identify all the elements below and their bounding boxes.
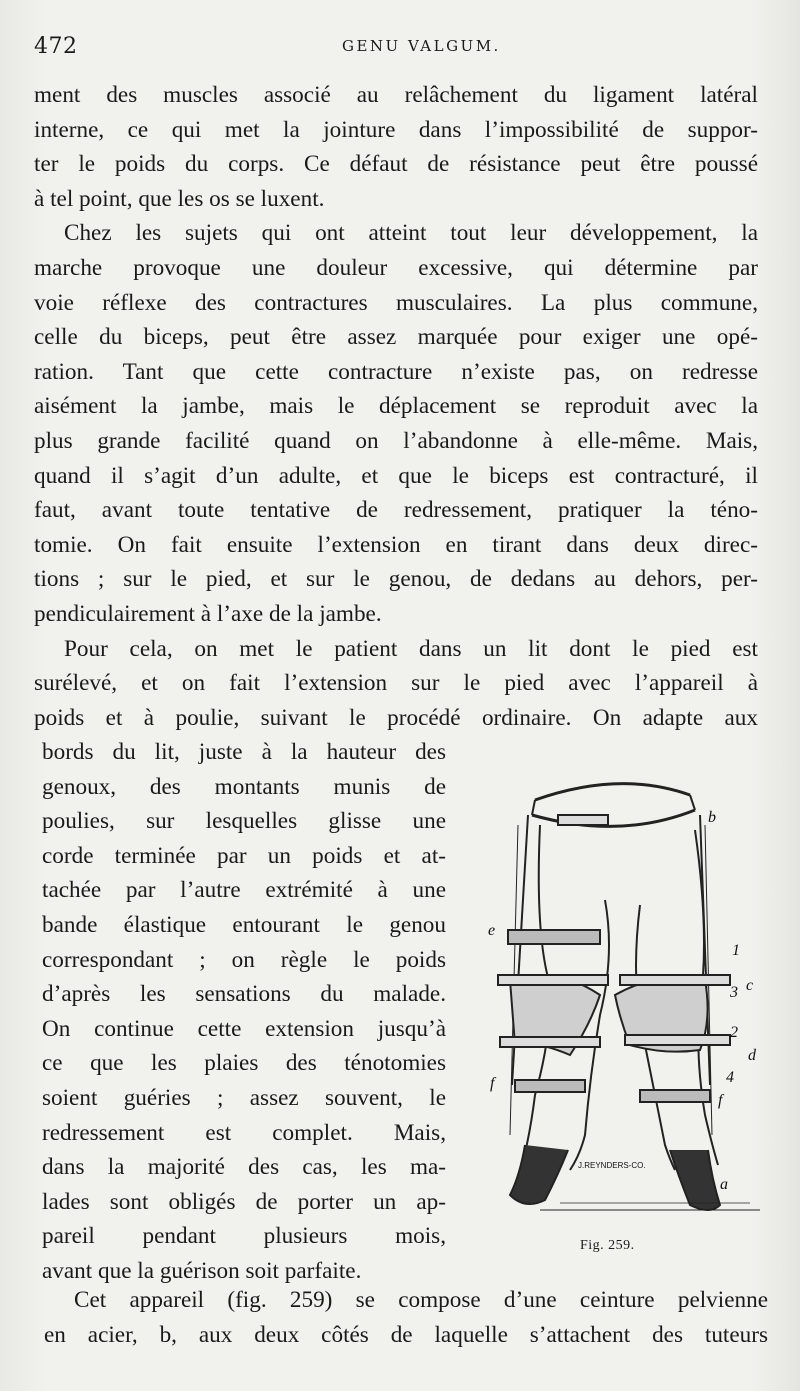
text-line: Pour cela, on met le patient dans un lit dont le pied est xyxy=(64,635,758,662)
text-line: interne, ce qui met la jointure dans l’impossibilité de suppor- xyxy=(34,116,758,143)
svg-text:f: f xyxy=(490,1075,495,1092)
text-line: corde terminée par un poids et at- xyxy=(42,842,446,869)
text-line: d’après les sensations du malade. xyxy=(42,981,446,1008)
svg-text:1: 1 xyxy=(732,942,740,959)
text-line: voie réflexe des contractures musculaires. La plus commune, xyxy=(34,289,758,316)
text-line: poulies, sur lesquelles glisse une xyxy=(42,808,446,835)
text-line: celle du biceps, peut être assez marquée pour exiger une opé- xyxy=(34,324,758,351)
text-line: ce que les plaies des ténotomies xyxy=(42,1050,446,1077)
text-line: en acier, b, aux deux côtés de laquelle s’attachent des tuteurs xyxy=(44,1321,768,1348)
text-line: pareil pendant plusieurs mois, xyxy=(42,1223,446,1250)
page-header xyxy=(30,34,770,64)
text-line: redressement est complet. Mais, xyxy=(42,1119,446,1146)
text-line: ration. Tant que cette contracture n’existe pas, on redresse xyxy=(34,358,758,385)
text-line: tachée par l’autre extrémité à une xyxy=(42,877,446,904)
text-line: quand il s’agit d’un adulte, et que le biceps est contracturé, il xyxy=(34,462,758,489)
svg-text:d: d xyxy=(748,1047,756,1064)
text-line: bords du lit, juste à la hauteur des xyxy=(42,739,446,765)
text-line: genoux, des montants munis de xyxy=(42,773,446,800)
text-line: Chez les sujets qui ont atteint tout leur développement, la xyxy=(64,220,758,247)
text-line: surélevé, et on fait l’extension sur le pied avec l’appareil à xyxy=(34,670,758,697)
svg-text:2: 2 xyxy=(730,1024,738,1041)
text-line: tomie. On fait ensuite l’extension en tirant dans deux direc- xyxy=(34,531,758,558)
page-number: 472 xyxy=(34,34,78,59)
text-line: avant que la guérison soit parfaite. xyxy=(42,1257,362,1284)
engraver-signature: J.REYNDERS-CO. xyxy=(578,1161,646,1170)
svg-text:4: 4 xyxy=(726,1069,734,1086)
text-line: ment des muscles associé au relâchement du ligament latéral xyxy=(34,82,758,108)
text-line: à tel point, que les os se luxent. xyxy=(34,185,325,212)
svg-text:b: b xyxy=(708,809,716,826)
text-line: pendiculairement à l’axe de la jambe. xyxy=(34,600,382,627)
text-line: bande élastique entourant le genou xyxy=(42,911,446,938)
text-line: Cet appareil (fig. 259) se compose d’une ceinture pelvienne xyxy=(74,1287,768,1313)
text-line: lades sont obligés de porter un ap- xyxy=(42,1188,446,1215)
text-line: tions ; sur le pied, et sur le genou, de dedans au dehors, per- xyxy=(34,566,758,593)
text-line: aisément la jambe, mais le déplacement se reproduit avec la xyxy=(34,393,758,420)
text-line: faut, avant toute tentative de redressement, pratiquer la téno- xyxy=(34,497,758,524)
svg-text:e: e xyxy=(488,922,496,939)
text-line: dans la majorité des cas, les ma- xyxy=(42,1154,446,1181)
text-line: correspondant ; on règle le poids xyxy=(42,946,446,973)
svg-text:f: f xyxy=(718,1092,723,1109)
body-text-top xyxy=(34,78,758,735)
figure-caption: Fig. 259. xyxy=(580,1238,635,1253)
text-line: soient guéries ; assez souvent, le xyxy=(42,1084,446,1111)
text-line: ter le poids du corps. Ce défaut de résistance peut être poussé xyxy=(34,151,758,178)
running-head: GENU VALGUM. xyxy=(342,37,501,55)
svg-text:c: c xyxy=(746,977,754,994)
leg-brace-illustration xyxy=(480,755,780,1265)
text-line: On continue cette extension jusqu’à xyxy=(42,1015,446,1042)
text-line: plus grande facilité quand on l’abandonne à elle-même. Mais, xyxy=(34,427,758,454)
body-text-bottom xyxy=(44,1283,768,1352)
svg-text:3: 3 xyxy=(730,984,738,1001)
text-line: poids et à poulie, suivant le procédé ordinaire. On adapte aux xyxy=(34,704,758,731)
svg-text:a: a xyxy=(720,1176,728,1193)
body-text-side xyxy=(42,735,446,1289)
text-line: marche provoque une douleur excessive, qui détermine par xyxy=(34,254,758,281)
